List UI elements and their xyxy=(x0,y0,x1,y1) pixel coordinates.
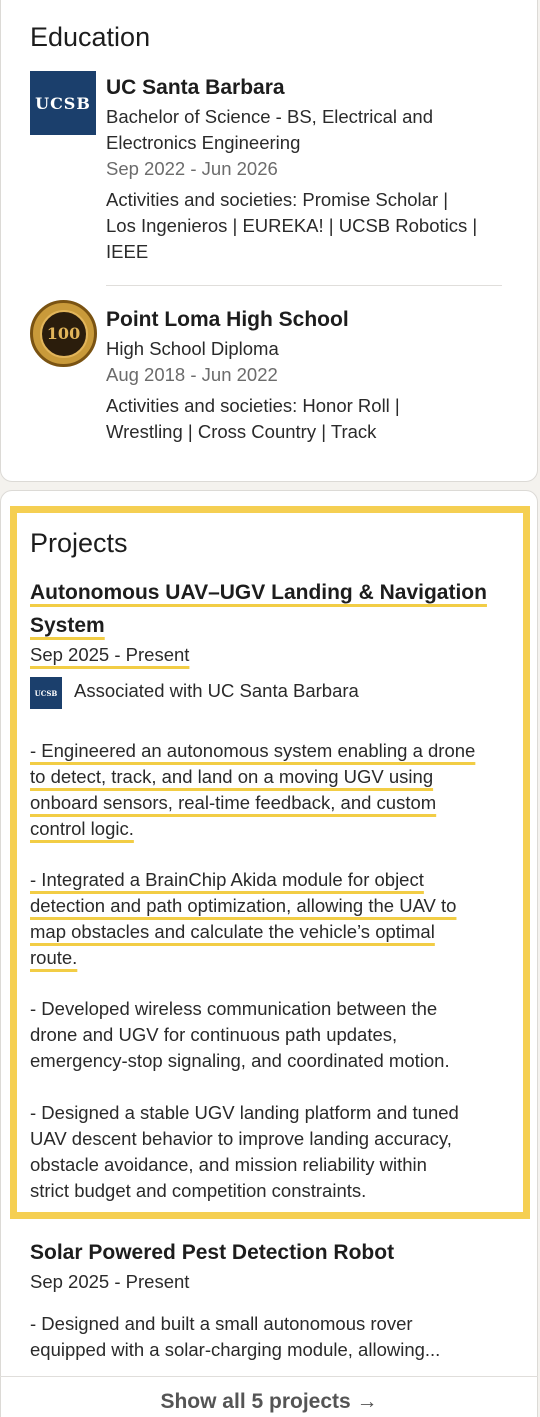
paragraph-line: - Engineered an autonomous system enabling a drone xyxy=(30,740,476,761)
divider xyxy=(106,285,502,286)
paragraph-line: - Developed wireless communication between the xyxy=(30,998,438,1019)
ucsb-small-logo: UCSB xyxy=(30,677,62,709)
degree-line: High School Diploma xyxy=(106,338,279,359)
project-dates: Sep 2025 - Present xyxy=(30,644,190,665)
activities-line: Wrestling | Cross Country | Track xyxy=(106,421,377,442)
activities-line: IEEE xyxy=(106,241,149,262)
paragraph-line: emergency-stop signaling, and coordinated motion. xyxy=(30,1050,450,1071)
activities-line: Los Ingenieros | EUREKA! | UCSB Robotics | xyxy=(106,215,478,236)
paragraph-line: obstacle avoidance, and mission reliability within xyxy=(30,1154,427,1175)
paragraph-line: route. xyxy=(30,947,78,968)
paragraph-line: equipped with a solar-charging module, allowing... xyxy=(30,1339,441,1360)
paragraph-line: map obstacles and calculate the vehicle’s optimal xyxy=(30,921,435,942)
project-title[interactable]: Solar Powered Pest Detection Robot xyxy=(30,1241,395,1264)
project-dates: Sep 2025 - Present xyxy=(30,1271,190,1292)
associated-with: Associated with UC Santa Barbara xyxy=(74,680,359,701)
paragraph-line: - Designed and built a small autonomous rover xyxy=(30,1313,413,1334)
degree-line: Bachelor of Science - BS, Electrical and xyxy=(106,106,433,127)
school-name-point-loma[interactable]: Point Loma High School xyxy=(106,308,349,331)
paragraph-line: strict budget and competition constraints. xyxy=(30,1180,367,1201)
seal-center: 100 xyxy=(40,310,88,358)
paragraph-line: detection and path optimization, allowing the UAV to xyxy=(30,895,457,916)
project-title[interactable]: Autonomous UAV–UGV Landing & Navigation xyxy=(30,581,487,604)
school-name-ucsb[interactable]: UC Santa Barbara xyxy=(106,76,285,99)
paragraph-line: control logic. xyxy=(30,818,134,839)
point-loma-seal-logo[interactable] xyxy=(30,300,97,367)
project-title[interactable]: System xyxy=(30,614,105,637)
show-all-projects-button[interactable]: Show all 5 projects → xyxy=(160,1390,378,1413)
paragraph-line: - Integrated a BrainChip Akida module for object xyxy=(30,869,424,890)
paragraph-line: onboard sensors, real-time feedback, and custom xyxy=(30,792,437,813)
activities-line: Activities and societies: Honor Roll | xyxy=(106,395,400,416)
degree-line: Electronics Engineering xyxy=(106,132,301,153)
paragraph-line: drone and UGV for continuous path updates, xyxy=(30,1024,398,1045)
paragraph-line: UAV descent behavior to improve landing accuracy, xyxy=(30,1128,452,1149)
paragraph-line: to detect, track, and land on a moving UGV using xyxy=(30,766,434,787)
school-dates: Sep 2022 - Jun 2026 xyxy=(106,158,278,179)
projects-title: Projects xyxy=(30,528,128,558)
ucsb-logo[interactable]: UCSB xyxy=(30,71,96,135)
school-dates: Aug 2018 - Jun 2022 xyxy=(106,364,278,385)
education-title: Education xyxy=(30,22,151,52)
activities-line: Activities and societies: Promise Scholar | xyxy=(106,189,449,210)
paragraph-line: - Designed a stable UGV landing platform and tuned xyxy=(30,1102,459,1123)
footer-divider xyxy=(0,1376,538,1377)
